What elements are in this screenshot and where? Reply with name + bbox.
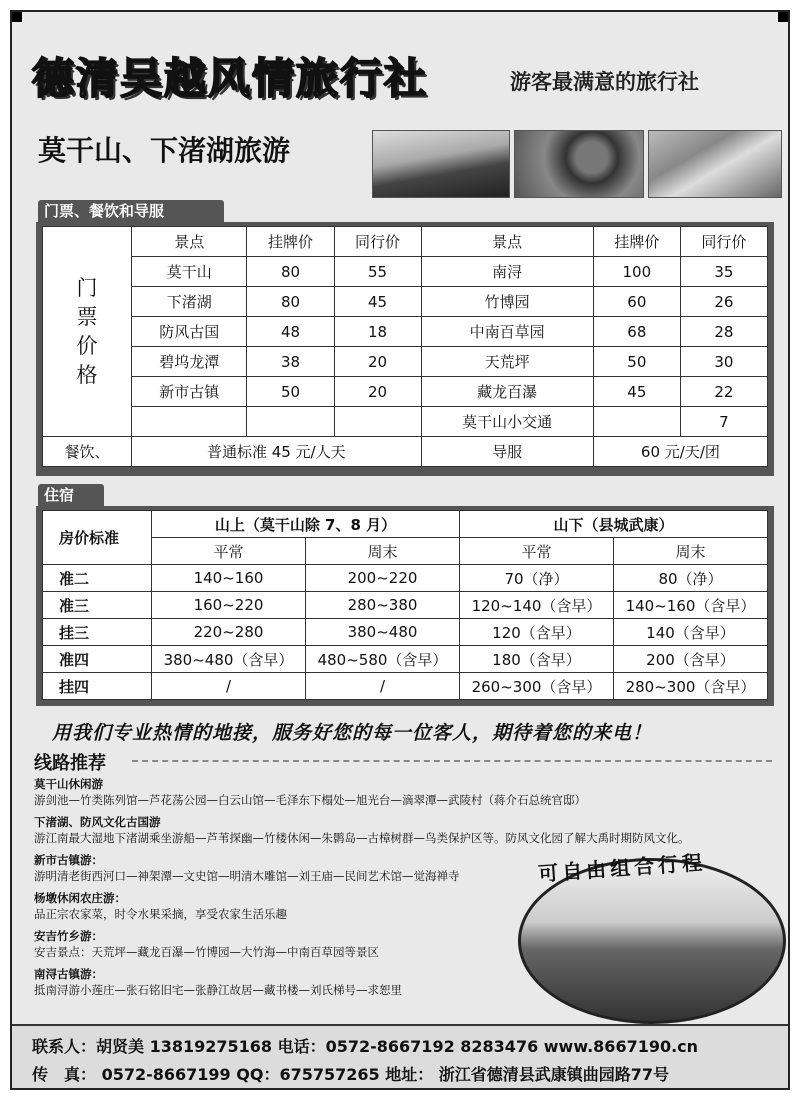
- route-item: [34, 776, 586, 808]
- service-slogan: 用我们专业热情的地接，服务好您的每一位客人，期待着您的来电！: [52, 722, 653, 744]
- table-row: [43, 673, 768, 700]
- table-cell: 挂三: [43, 619, 152, 646]
- table-cell: 220~280: [152, 619, 306, 646]
- table-row: [43, 619, 768, 646]
- route-detail: 游明清老街西河口—神架潭—文史馆—明清木雕馆—刘王庙—民间艺术馆—觉海禅寺: [34, 869, 460, 883]
- column-header: 周末: [614, 538, 768, 565]
- route-name: 新市古镇游：: [34, 853, 103, 867]
- column-group-header: 山上（莫干山除 7、8 月）: [152, 511, 460, 538]
- statue-photo: [514, 130, 644, 198]
- table-cell: 200~220: [306, 565, 460, 592]
- column-header: 景点: [132, 227, 247, 257]
- table-cell: 380~480（含早）: [152, 646, 306, 673]
- column-header: 周末: [306, 538, 460, 565]
- table-cell: 140~160（含早）: [614, 592, 768, 619]
- hotel-price-table: [42, 510, 768, 700]
- route-name: 下渚湖、防风文化古国游: [34, 815, 161, 829]
- rock-photo: [648, 130, 782, 198]
- table-cell: [334, 407, 421, 437]
- column-header: 景点: [421, 227, 593, 257]
- row-header: 房价标准: [43, 511, 152, 565]
- table-row: [43, 347, 768, 377]
- table-cell: 68: [593, 317, 680, 347]
- table-cell: 380~480: [306, 619, 460, 646]
- table-cell: /: [152, 673, 306, 700]
- table-cell: 180（含早）: [460, 646, 614, 673]
- table-cell: [593, 407, 680, 437]
- column-header: 挂牌价: [247, 227, 334, 257]
- route-detail: 安吉景点：天荒坪—藏龙百瀑—竹博园—大竹海—中南百草园等景区: [34, 945, 379, 959]
- table-row: [43, 257, 768, 287]
- ticket-vertical-label: [43, 227, 132, 437]
- meal-value: 普通标准 45 元/人天: [132, 437, 422, 467]
- table-cell: 防风古国: [132, 317, 247, 347]
- tickets-section-title: 门票、餐饮和导服: [38, 200, 224, 222]
- contact-footer: [12, 1024, 788, 1090]
- vertical-char: 价: [76, 333, 98, 358]
- table-cell: 准四: [43, 646, 152, 673]
- table-cell: 160~220: [152, 592, 306, 619]
- table-cell: 准三: [43, 592, 152, 619]
- route-detail: 品正宗农家菜，时令水果采摘，享受农家生活乐趣: [34, 907, 287, 921]
- table-header-row: [43, 511, 768, 538]
- table-cell: 80: [247, 257, 334, 287]
- table-cell: 38: [247, 347, 334, 377]
- column-header: 平常: [152, 538, 306, 565]
- custom-trip-label: 可自由组合行程: [537, 850, 707, 886]
- route-detail: 抵南浔游小莲庄—张石铭旧宅—张静江故居—藏书楼—刘氏梯号—求恕里: [34, 983, 402, 997]
- table-row: [43, 437, 768, 467]
- route-name: 杨墩休闲农庄游：: [34, 891, 126, 905]
- vertical-char: 票: [76, 304, 98, 329]
- table-cell: 280~300（含早）: [614, 673, 768, 700]
- table-row: [43, 377, 768, 407]
- table-cell: 天荒坪: [421, 347, 593, 377]
- table-cell: 45: [593, 377, 680, 407]
- flyer-page: [10, 10, 790, 1090]
- column-header: 同行价: [680, 227, 767, 257]
- table-cell: 80: [247, 287, 334, 317]
- table-cell: 140~160: [152, 565, 306, 592]
- table-row: [43, 317, 768, 347]
- table-cell: 50: [247, 377, 334, 407]
- table-cell: 140（含早）: [614, 619, 768, 646]
- contact-line: 传 真： 0572-8667199 QQ：675757265 地址： 浙江省德清县武康镇曲园路77号: [32, 1065, 670, 1084]
- route-detail: 游江南最大湿地下渚湖乘坐游船—芦苇探幽—竹楼休闲—朱鹮岛—古樟树群—鸟类保护区等。防风文化园了解大禹时期防风文化。: [34, 831, 690, 845]
- route-item: [34, 928, 379, 960]
- column-header: 挂牌价: [593, 227, 680, 257]
- table-row: [43, 646, 768, 673]
- table-cell: 280~380: [306, 592, 460, 619]
- tour-subtitle: 莫干山、下渚湖旅游: [38, 134, 291, 167]
- ticket-price-table: [42, 226, 768, 467]
- route-item: [34, 852, 460, 884]
- table-header-row: [43, 227, 768, 257]
- route-detail: 游剑池—竹类陈列馆—芦花荡公园—白云山馆—毛泽东下榻处—旭光台—滴翠潭—武陵村（蒋介石总统官邸）: [34, 793, 586, 807]
- table-cell: 260~300（含早）: [460, 673, 614, 700]
- route-name: 南浔古镇游：: [34, 967, 103, 981]
- divider: [132, 760, 772, 762]
- table-cell: 100: [593, 257, 680, 287]
- route-name: 莫干山休闲游: [34, 777, 103, 791]
- lodging-box: [36, 506, 774, 706]
- table-cell: 莫干山: [132, 257, 247, 287]
- table-cell: 下渚湖: [132, 287, 247, 317]
- table-cell: 新市古镇: [132, 377, 247, 407]
- table-row: [43, 565, 768, 592]
- table-cell: 80（净）: [614, 565, 768, 592]
- column-header: 同行价: [334, 227, 421, 257]
- table-cell: 50: [593, 347, 680, 377]
- table-cell: 26: [680, 287, 767, 317]
- table-cell: 70（净）: [460, 565, 614, 592]
- table-cell: 准二: [43, 565, 152, 592]
- table-cell: 480~580（含早）: [306, 646, 460, 673]
- table-cell: 20: [334, 377, 421, 407]
- table-cell: 35: [680, 257, 767, 287]
- vertical-char: 门: [76, 275, 98, 300]
- table-cell: 48: [247, 317, 334, 347]
- table-cell: [132, 407, 247, 437]
- table-cell: 碧坞龙潭: [132, 347, 247, 377]
- table-cell: 22: [680, 377, 767, 407]
- table-cell: 莫干山小交通: [421, 407, 593, 437]
- table-cell: 18: [334, 317, 421, 347]
- header: [12, 12, 788, 188]
- route-item: [34, 814, 774, 846]
- table-cell: 南浔: [421, 257, 593, 287]
- lodging-section-title: 住宿: [38, 484, 104, 506]
- guide-value: 60 元/天/团: [593, 437, 767, 467]
- table-cell: 28: [680, 317, 767, 347]
- column-header: 平常: [460, 538, 614, 565]
- table-cell: 20: [334, 347, 421, 377]
- table-cell: 7: [680, 407, 767, 437]
- route-name: 安吉竹乡游：: [34, 929, 103, 943]
- table-header-row: [43, 538, 768, 565]
- table-cell: 藏龙百瀑: [421, 377, 593, 407]
- tickets-box: [36, 222, 774, 476]
- table-cell: 55: [334, 257, 421, 287]
- meal-label: 餐饮、: [43, 437, 132, 467]
- contact-line: 联系人：胡贤美 13819275168 电话：0572-8667192 8283476 www.8667190.cn: [32, 1037, 699, 1056]
- guide-label: 导服: [421, 437, 593, 467]
- routes-title: 线路推荐: [34, 753, 106, 774]
- vertical-char: 格: [76, 362, 98, 387]
- table-cell: 120~140（含早）: [460, 592, 614, 619]
- table-cell: [247, 407, 334, 437]
- mountain-photo: [372, 130, 510, 198]
- route-item: [34, 966, 402, 998]
- agency-title: 德清吴越风情旅行社: [32, 54, 429, 103]
- route-item: [34, 890, 287, 922]
- table-cell: 中南百草园: [421, 317, 593, 347]
- table-cell: 120（含早）: [460, 619, 614, 646]
- table-cell: 60: [593, 287, 680, 317]
- table-cell: 竹博园: [421, 287, 593, 317]
- table-cell: 45: [334, 287, 421, 317]
- table-cell: 200（含早）: [614, 646, 768, 673]
- table-cell: 30: [680, 347, 767, 377]
- table-cell: /: [306, 673, 460, 700]
- column-group-header: 山下（县城武康）: [460, 511, 768, 538]
- table-row: [43, 592, 768, 619]
- table-row: [43, 407, 768, 437]
- table-row: [43, 287, 768, 317]
- table-cell: 挂四: [43, 673, 152, 700]
- agency-slogan: 游客最满意的旅行社: [510, 70, 699, 94]
